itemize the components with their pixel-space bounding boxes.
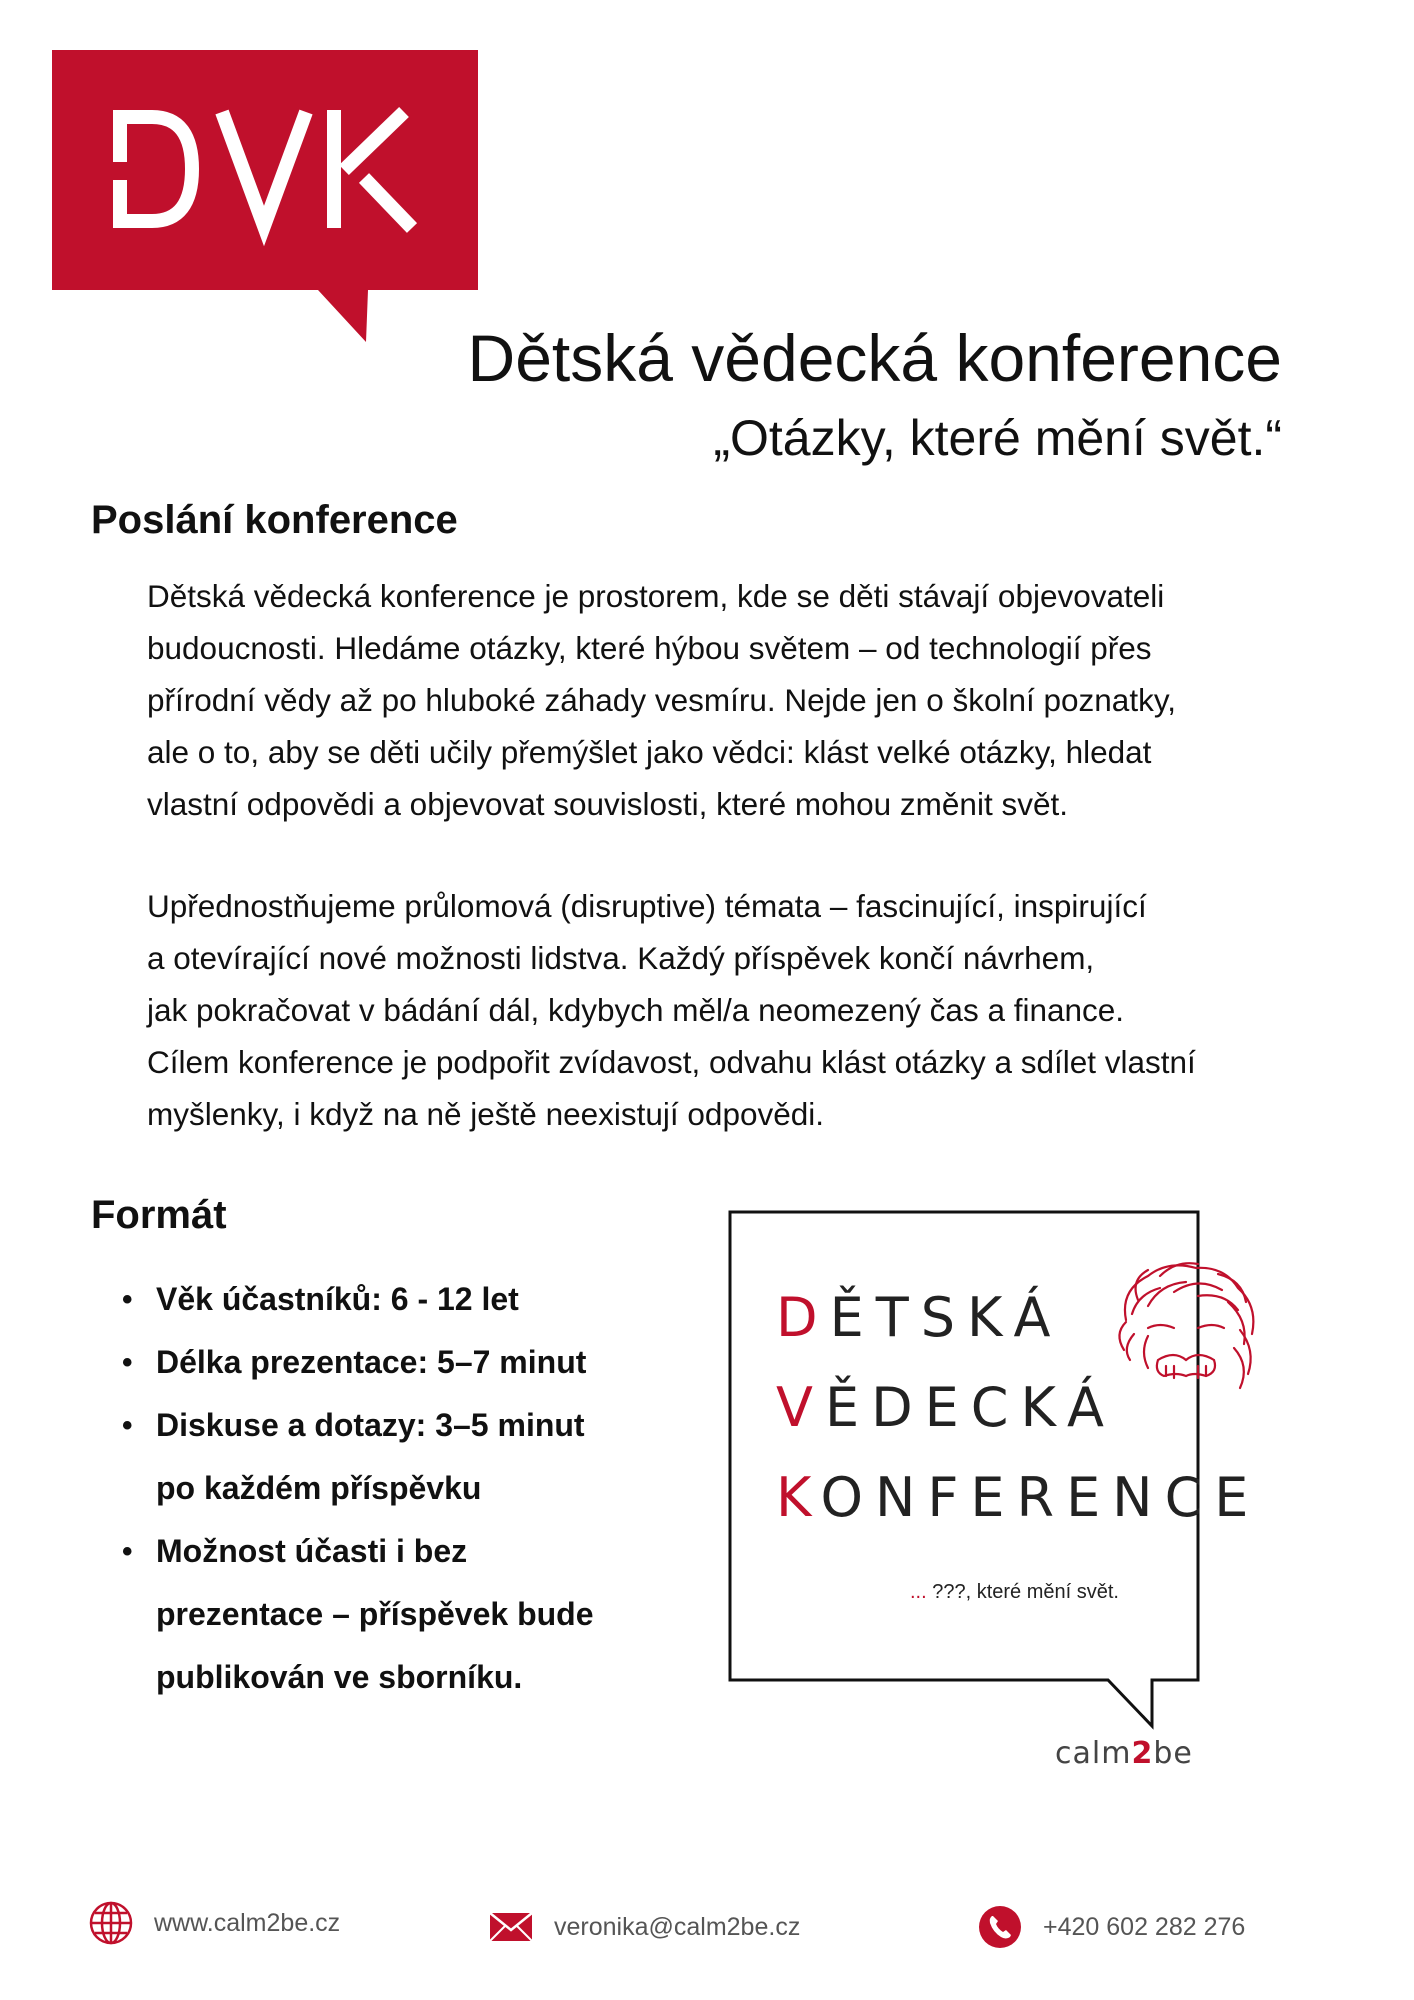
card-letter-k: K <box>776 1466 821 1529</box>
mission-p2-line: Upřednostňujeme průlomová (disruptive) témata – fascinující, inspirující <box>147 888 1147 924</box>
scientist-sketch-icon <box>1119 1263 1253 1388</box>
bullet: • <box>122 1283 133 1316</box>
card-word-1: ĚTSKÁ <box>829 1286 1063 1349</box>
mission-p2-line: myšlenky, i když na ně ještě neexistují odpovědi. <box>147 1096 825 1132</box>
mission-p1-line: vlastní odpovědi a objevovat souvislosti, které mohou změnit svět. <box>147 786 1068 822</box>
footer-web-link[interactable]: www.calm2be.cz <box>154 1908 341 1937</box>
page-subtitle: „Otázky, které mění svět.“ <box>713 409 1282 466</box>
footer <box>0 1900 1414 1960</box>
mission-paragraph-2 <box>147 880 1347 1140</box>
globe-icon <box>88 1900 134 1946</box>
card-letter-d: D <box>776 1286 830 1349</box>
list-item-text: Možnost účasti i bez <box>156 1533 468 1569</box>
mission-p2-line: a otevírající nové možnosti lidstva. Každý příspěvek končí návrhem, <box>147 940 1095 976</box>
calm-two: 2 <box>1131 1736 1154 1771</box>
svg-text:... ???, které mění svět. <box>910 1581 1119 1603</box>
dvk-logo <box>52 50 478 342</box>
mission-heading: Poslání konference <box>91 498 458 542</box>
svg-text:VĚDECKÁ <box>776 1376 1116 1439</box>
mission-p2-line: Cílem konference je podpořit zvídavost, odvahu klást otázky a sdílet vlastní <box>147 1044 1196 1080</box>
list-item-text: Věk účastníků: 6 - 12 let <box>156 1281 519 1317</box>
svg-text:calm2be <box>1055 1736 1193 1771</box>
calm2be-logo <box>1055 1727 1205 1777</box>
list-item <box>118 1331 678 1394</box>
card-letter-v: V <box>776 1376 825 1439</box>
list-item-text: prezentace – příspěvek bude <box>156 1596 594 1632</box>
list-item-text: Diskuse a dotazy: 3–5 minut <box>156 1407 585 1443</box>
card-tagline: ???, které mění svět. <box>932 1581 1119 1603</box>
footer-email-link[interactable]: veronika@calm2be.cz <box>554 1912 801 1941</box>
list-item <box>118 1394 678 1520</box>
list-item-text: po každém příspěvku <box>156 1470 482 1506</box>
svg-text:KONFERENCE <box>776 1466 1260 1529</box>
calm-be: be <box>1153 1736 1193 1771</box>
list-item-text: Délka prezentace: 5–7 minut <box>156 1344 587 1380</box>
card-word-3: ONFERENCE <box>820 1466 1261 1529</box>
footer-phone[interactable] <box>977 1904 1245 1950</box>
mission-p1-line: budoucnosti. Hledáme otázky, které hýbou světem – od technologií přes <box>147 630 1152 666</box>
bullet: • <box>122 1409 133 1442</box>
conference-card <box>728 1210 1308 1770</box>
mission-p1-line: ale o to, aby se děti učily přemýšlet jako vědci: klást velké otázky, hledat <box>147 734 1152 770</box>
mission-p2-line: jak pokračovat v bádání dál, kdybych měl/a neomezený čas a finance. <box>147 992 1125 1028</box>
svg-text:DĚTSKÁ <box>776 1286 1062 1349</box>
bullet: • <box>122 1535 133 1568</box>
list-item <box>118 1520 678 1709</box>
page-title: Dětská vědecká konference <box>467 321 1282 395</box>
list-item <box>118 1268 678 1331</box>
footer-web[interactable] <box>88 1900 340 1946</box>
card-tagline-dots: ... <box>910 1581 933 1603</box>
bullet: • <box>122 1346 133 1379</box>
calm-text: calm <box>1055 1736 1132 1771</box>
footer-email[interactable] <box>488 1904 800 1950</box>
envelope-icon <box>488 1904 534 1950</box>
list-item-text: publikován ve sborníku. <box>156 1659 523 1695</box>
title-block <box>382 322 1282 467</box>
mission-paragraph-1 <box>147 570 1347 830</box>
mission-p1-line: přírodní vědy až po hluboké záhady vesmíru. Nejde jen o školní poznatky, <box>147 682 1176 718</box>
mission-p1-line: Dětská vědecká konference je prostorem, kde se děti stávají objevovateli <box>147 578 1165 614</box>
card-word-2: ĚDECKÁ <box>824 1376 1116 1439</box>
footer-phone-link[interactable]: +420 602 282 276 <box>1043 1912 1246 1941</box>
phone-icon <box>977 1904 1023 1950</box>
format-heading: Formát <box>91 1193 227 1237</box>
format-list <box>118 1268 678 1709</box>
